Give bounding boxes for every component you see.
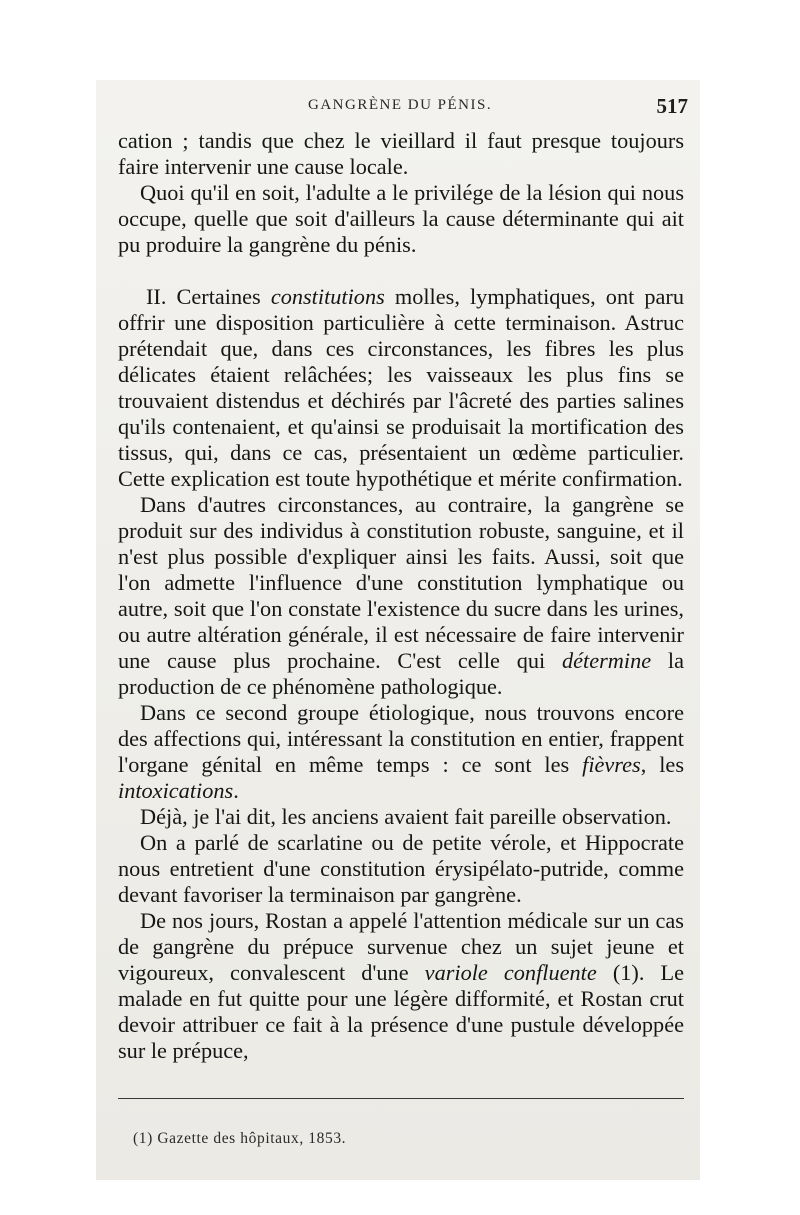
body-text [118,128,684,1064]
paragraph-text: Dans ce second groupe étiologique, nous trouvons encore des affections qui, intéressant la constitution en entier, frappent l'organe génital en même temps : ce sont les [118,700,684,777]
emphasis-text: détermine [561,648,652,673]
paragraph-text: la production de ce phénomène pathologique. [118,648,684,699]
paragraph-hippocrates: On a parlé de scarlatine ou de petite vérole, et Hippocrate nous entretient d'une constitution érysipélato-putride, comme devant favoriser la terminaison par gangrène. [118,830,684,907]
paragraph-text: De nos jours, Rostan a appelé l'attention médicale sur un cas de gangrène du prépuce survenue chez un sujet jeune et vigoureux, convalescent d'une [118,908,684,985]
page-number: 517 [656,94,688,118]
paragraph-text: (1). Le malade en fut quitte pour une légère difformité, et Rostan crut devoir attribuer ce fait à la présence d'une pustule développée sur le prépuce, [118,960,684,1063]
paragraph-rostan [118,908,684,1064]
paragraph-ancients: Déjà, je l'ai dit, les anciens avaient fait pareille observation. [140,804,672,829]
footnote-divider [118,1098,684,1099]
paragraph-text: Dans d'autres circonstances, au contraire, la gangrène se produit sur des individus à constitution robuste, sanguine, et il n'est plus possible d'expliquer ainsi les faits. Aussi, soit que l'on admette l'influence d'une constitution lymphatique ou autre, soit que l'on constate l'existence du sucre dans les urines, ou autre altération générale, il est nécessaire de faire intervenir une cause plus prochaine. C'est celle qui [118,492,684,673]
paragraph-robust-constitution [118,492,684,700]
paragraph-section-ii [118,284,684,492]
running-head [118,94,688,123]
paragraph-text: . [233,778,239,803]
paragraph-text: , les [640,752,684,777]
emphasis-text: constitutions [270,284,385,309]
paragraph-text: molles, lymphatiques, ont paru offrir une disposition particulière à cette terminaison. Astruc prétendait que, dans ces circonstances, les fibres les plus délicates étaient relâchées; les vaisseaux les plus fins se trouvaient distendus et déchirés par l'âcreté des parties salines qu'ils contenaient, et qu'ainsi se produisait la mortification des tissus, qui, dans ce cas, présentaient un œdème particulier. Cette explication est toute hypothétique et mérite confirmation. [118,284,684,491]
running-title: GANGRÈNE DU PÉNIS. [308,97,493,113]
paragraph-continuation: cation ; tandis que chez le vieillard il faut presque toujours faire intervenir une cause locale. [118,128,684,179]
paragraph-second-group [118,700,684,804]
emphasis-text: intoxications [118,778,234,803]
emphasis-text: variole confluente [424,960,597,985]
paragraph-adult-privilege: Quoi qu'il en soit, l'adulte a le privilége de la lésion qui nous occupe, quelle que soit d'ailleurs la cause déterminante qui ait pu produire la gangrène du pénis. [118,180,684,257]
footnote: (1) Gazette des hôpitaux, 1853. [133,1130,347,1147]
emphasis-text: fièvres [582,752,641,777]
paragraph-text: II. Certaines [146,284,271,309]
